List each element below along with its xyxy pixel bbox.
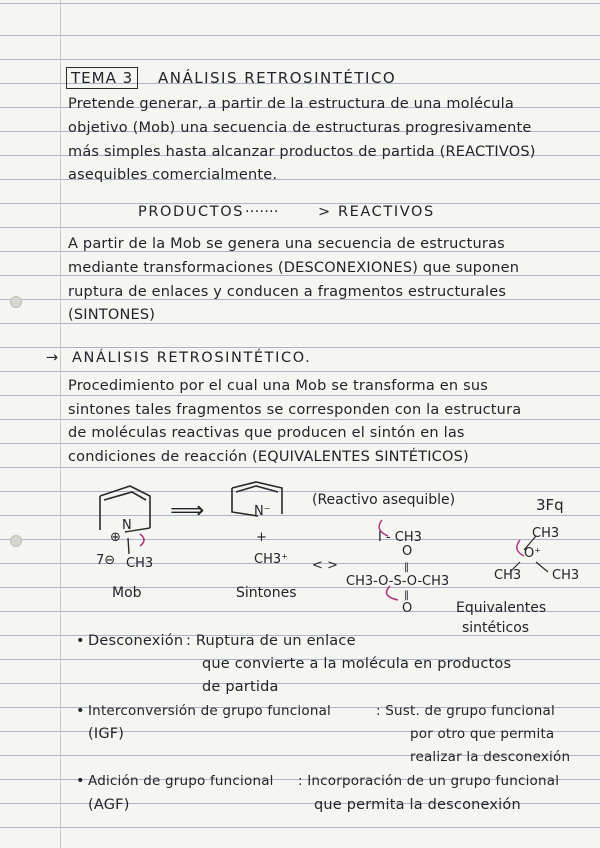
- intro-line: más simples hasta alcanzar productos de partida (REACTIVOS): [68, 144, 536, 160]
- bullet-text: : Incorporación de un grupo funcional: [298, 773, 560, 789]
- bullet-marker: •: [76, 703, 85, 719]
- dms-double-bond-bottom: ‖: [404, 590, 409, 601]
- bullet-marker: •: [76, 773, 85, 789]
- synthons-caption: Sintones: [236, 585, 297, 601]
- curved-arrow-icon: [517, 540, 524, 556]
- flow-to: > REACTIVOS: [318, 204, 435, 220]
- dms-double-bond-top: ‖: [404, 562, 409, 573]
- bullet-text: de partida: [202, 679, 279, 695]
- methyl-label: CH3: [126, 556, 154, 571]
- synthon-nitrogen-label: N⁻: [254, 504, 271, 519]
- bullet-term: Interconversión de grupo funcional: [88, 703, 332, 719]
- dms-oxygen-top: O: [402, 544, 413, 559]
- paragraph3-line: condiciones de reacción (EQUIVALENTES SINTÉTICOS): [68, 449, 469, 465]
- intro-line: objetivo (Mob) una secuencia de estructuras progresivamente: [68, 120, 532, 136]
- bullet-abbrev: (AGF): [88, 797, 130, 813]
- equivalence-sign: < >: [312, 558, 338, 573]
- paragraph2-line: mediante transformaciones (DESCONEXIONES) que suponen: [68, 260, 520, 276]
- equivalents-caption-2: sintéticos: [462, 620, 530, 636]
- topic-number-box: TEMA 3: [66, 67, 138, 89]
- intro-line: asequibles comercialmente.: [68, 167, 278, 183]
- paragraph3-line: de moléculas reactivas que producen el sintón en las: [68, 425, 465, 441]
- oxonium-methyl-top: CH3: [532, 526, 560, 541]
- flow-dots: ·······: [245, 204, 279, 220]
- n-ch3-bond: [128, 538, 129, 554]
- section-heading: ANÁLISIS RETROSINTÉTICO.: [72, 350, 312, 366]
- oxonium-methyl-left: CH3: [494, 568, 522, 583]
- bullet-text: realizar la desconexión: [410, 749, 571, 765]
- paragraph2-line: (SINTONES): [68, 307, 156, 323]
- methyl-iodide: I - CH3: [378, 530, 422, 545]
- paragraph2-line: A partir de la Mob se genera una secuencia de estructuras: [68, 236, 505, 252]
- bullet-text: : Ruptura de un enlace: [186, 633, 356, 649]
- flow-from: PRODUCTOS: [138, 204, 245, 220]
- bullet-text: que permita la desconexión: [314, 797, 521, 813]
- retrosynthesis-arrow-icon: ⟹: [170, 496, 205, 524]
- oxonium-label: O⁺: [524, 546, 542, 561]
- nitrogen-label: N: [122, 518, 132, 533]
- mob-caption: Mob: [112, 585, 142, 601]
- synthon-plus: +: [256, 530, 267, 545]
- reagent-note: (Reactivo asequible): [312, 492, 456, 508]
- bullet-term: Adición de grupo funcional: [88, 773, 274, 789]
- disconnection-mark: [140, 534, 144, 546]
- equivalents-caption: Equivalentes: [456, 600, 547, 616]
- intro-line: Pretende generar, a partir de la estructura de una molécula: [68, 96, 514, 112]
- bullet-term: Desconexión: [88, 633, 184, 649]
- paragraph3-line: Procedimiento por el cual una Mob se transforma en sus: [68, 378, 489, 394]
- oxonium-methyl-right: CH3: [552, 568, 580, 583]
- section-arrow: →: [46, 350, 59, 366]
- bullet-marker: •: [76, 633, 85, 649]
- bullet-text: por otro que permita: [410, 726, 555, 742]
- paragraph3-line: sintones tales fragmentos se corresponden con la estructura: [68, 402, 522, 418]
- plus-label: ⊕: [110, 530, 121, 545]
- bullet-text: : Sust. de grupo funcional: [376, 703, 555, 719]
- paragraph2-line: ruptura de enlaces y conducen a fragmentos estructurales: [68, 284, 507, 300]
- page-marker: 3Fq: [536, 496, 564, 514]
- counterion-label: 7⊖: [96, 553, 116, 568]
- bullet-text: que convierte a la molécula en productos: [202, 656, 512, 672]
- methyl-cation-label: CH3⁺: [254, 552, 288, 567]
- dimethyl-sulfate: CH3-O-S-O-CH3: [346, 574, 450, 589]
- bullet-abbrev: (IGF): [88, 726, 125, 742]
- dms-oxygen-bottom: O: [402, 601, 413, 616]
- page-title: ANÁLISIS RETROSINTÉTICO: [158, 69, 397, 87]
